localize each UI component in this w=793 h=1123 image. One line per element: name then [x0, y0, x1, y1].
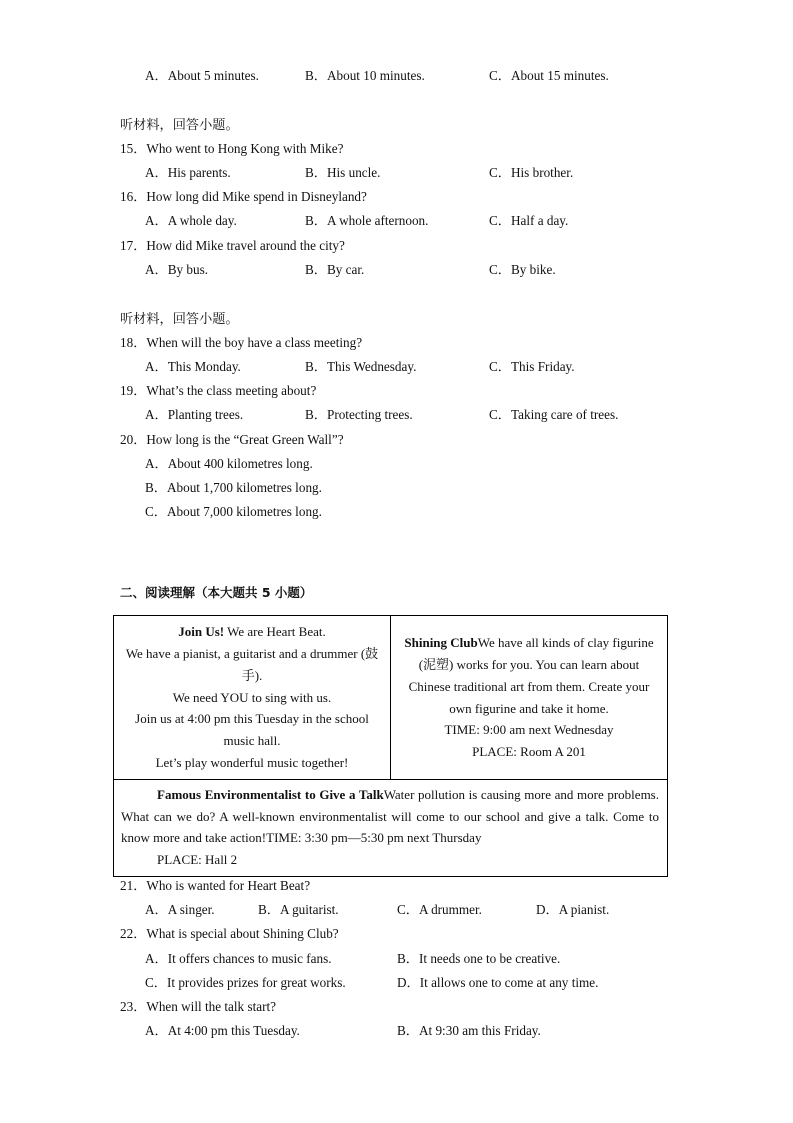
q20-option-a: A．About 400 kilometres long. [145, 456, 313, 471]
question-stem: 19．What’s the class meeting about? [120, 383, 317, 398]
q19-option-b: B．Protecting trees. [305, 407, 413, 422]
q14-option-b: B．About 10 minutes. [305, 68, 425, 83]
question-stem: 18．When will the boy have a class meeting? [120, 335, 363, 350]
ad-heart-beat [114, 616, 391, 780]
ad-heart-beat-title: Join Us! [178, 624, 225, 640]
q14-option-c: C．About 15 minutes. [489, 68, 609, 83]
question-stem: 17．How did Mike travel around the city? [120, 238, 345, 253]
ad-heart-beat-text: Join us at 4:00 pm this Tuesday in the school music hall. [135, 711, 369, 749]
q20-option-b: B．About 1,700 kilometres long. [145, 480, 322, 495]
ad-shining-club-place: PLACE: Room A 201 [472, 744, 586, 760]
q19-option-c: C．Taking care of trees. [489, 407, 619, 422]
ad-talk-text: Water pollution is causing more and more problems. What can we do? A well-known environmentalist will come to our school and give a talk. Come to know more and take action! [121, 787, 659, 845]
ad-shining-club [391, 616, 668, 780]
q21-option-a: A．A singer. [145, 902, 215, 917]
ad-shining-club-time: TIME: 9:00 am next Wednesday [444, 722, 614, 738]
q22-option-a: A．It offers chances to music fans. [145, 951, 332, 966]
q18-option-b: B．This Wednesday. [305, 359, 417, 374]
ad-shining-club-title: Shining Club [404, 635, 478, 651]
q20-option-c: C．About 7,000 kilometres long. [145, 504, 322, 519]
listening-intro: 听材料，回答小题。 [120, 117, 239, 132]
listening-intro: 听材料，回答小题。 [120, 311, 239, 326]
question-stem: 23．When will the talk start? [120, 999, 277, 1014]
ad-shining-club-text: We have all kinds of clay figurine (泥塑) works for you. You can learn about Chinese traditional art from them. Create your own figurine and take it home. [408, 635, 654, 716]
ad-heart-beat-text: We are Heart Beat. [224, 624, 326, 640]
q14-option-a: A．About 5 minutes. [145, 68, 259, 83]
q21-option-b: B．A guitarist. [258, 902, 339, 917]
q16-option-c: C．Half a day. [489, 213, 569, 228]
ad-talk-title: Famous Environmentalist to Give a Talk [157, 787, 384, 802]
q22-option-d: D．It allows one to come at any time. [397, 975, 599, 990]
q15-option-c: C．His brother. [489, 165, 574, 180]
q19-option-a: A．Planting trees. [145, 407, 244, 422]
ad-environmentalist-talk [114, 780, 668, 877]
q18-option-a: A．This Monday. [145, 359, 241, 374]
q17-option-c: C．By bike. [489, 262, 556, 277]
question-stem: 15．Who went to Hong Kong with Mike? [120, 141, 344, 156]
question-stem: 20．How long is the “Great Green Wall”? [120, 432, 344, 447]
q15-option-b: B．His uncle. [305, 165, 381, 180]
ad-heart-beat-text: Let’s play wonderful music together! [155, 754, 349, 770]
section-title: 二、阅读理解（本大题共 5 小题） [120, 585, 313, 600]
q16-option-a: A．A whole day. [145, 213, 237, 228]
question-stem: 21．Who is wanted for Heart Beat? [120, 878, 311, 893]
q15-option-a: A．His parents. [145, 165, 231, 180]
question-stem: 22．What is special about Shining Club? [120, 926, 339, 941]
ads-table [113, 615, 668, 877]
q16-option-b: B．A whole afternoon. [305, 213, 429, 228]
q17-option-a: A．By bus. [145, 262, 209, 277]
ad-heart-beat-text: We have a pianist, a guitarist and a drummer (鼓手). [125, 646, 379, 683]
ad-talk-time: TIME: 3:30 pm—5:30 pm next Thursday [266, 830, 482, 845]
q17-option-b: B．By car. [305, 262, 365, 277]
ad-talk-place: PLACE: Hall 2 [157, 851, 238, 867]
q21-option-d: D．A pianist. [536, 902, 610, 917]
q22-option-c: C．It provides prizes for great works. [145, 975, 346, 990]
ad-heart-beat-text: We need YOU to sing with us. [172, 689, 332, 705]
q21-option-c: C．A drummer. [397, 902, 482, 917]
q22-option-b: B．It needs one to be creative. [397, 951, 561, 966]
q23-option-a: A．At 4:00 pm this Tuesday. [145, 1023, 300, 1038]
q18-option-c: C．This Friday. [489, 359, 575, 374]
q23-option-b: B．At 9:30 am this Friday. [397, 1023, 541, 1038]
question-stem: 16．How long did Mike spend in Disneyland? [120, 189, 367, 204]
